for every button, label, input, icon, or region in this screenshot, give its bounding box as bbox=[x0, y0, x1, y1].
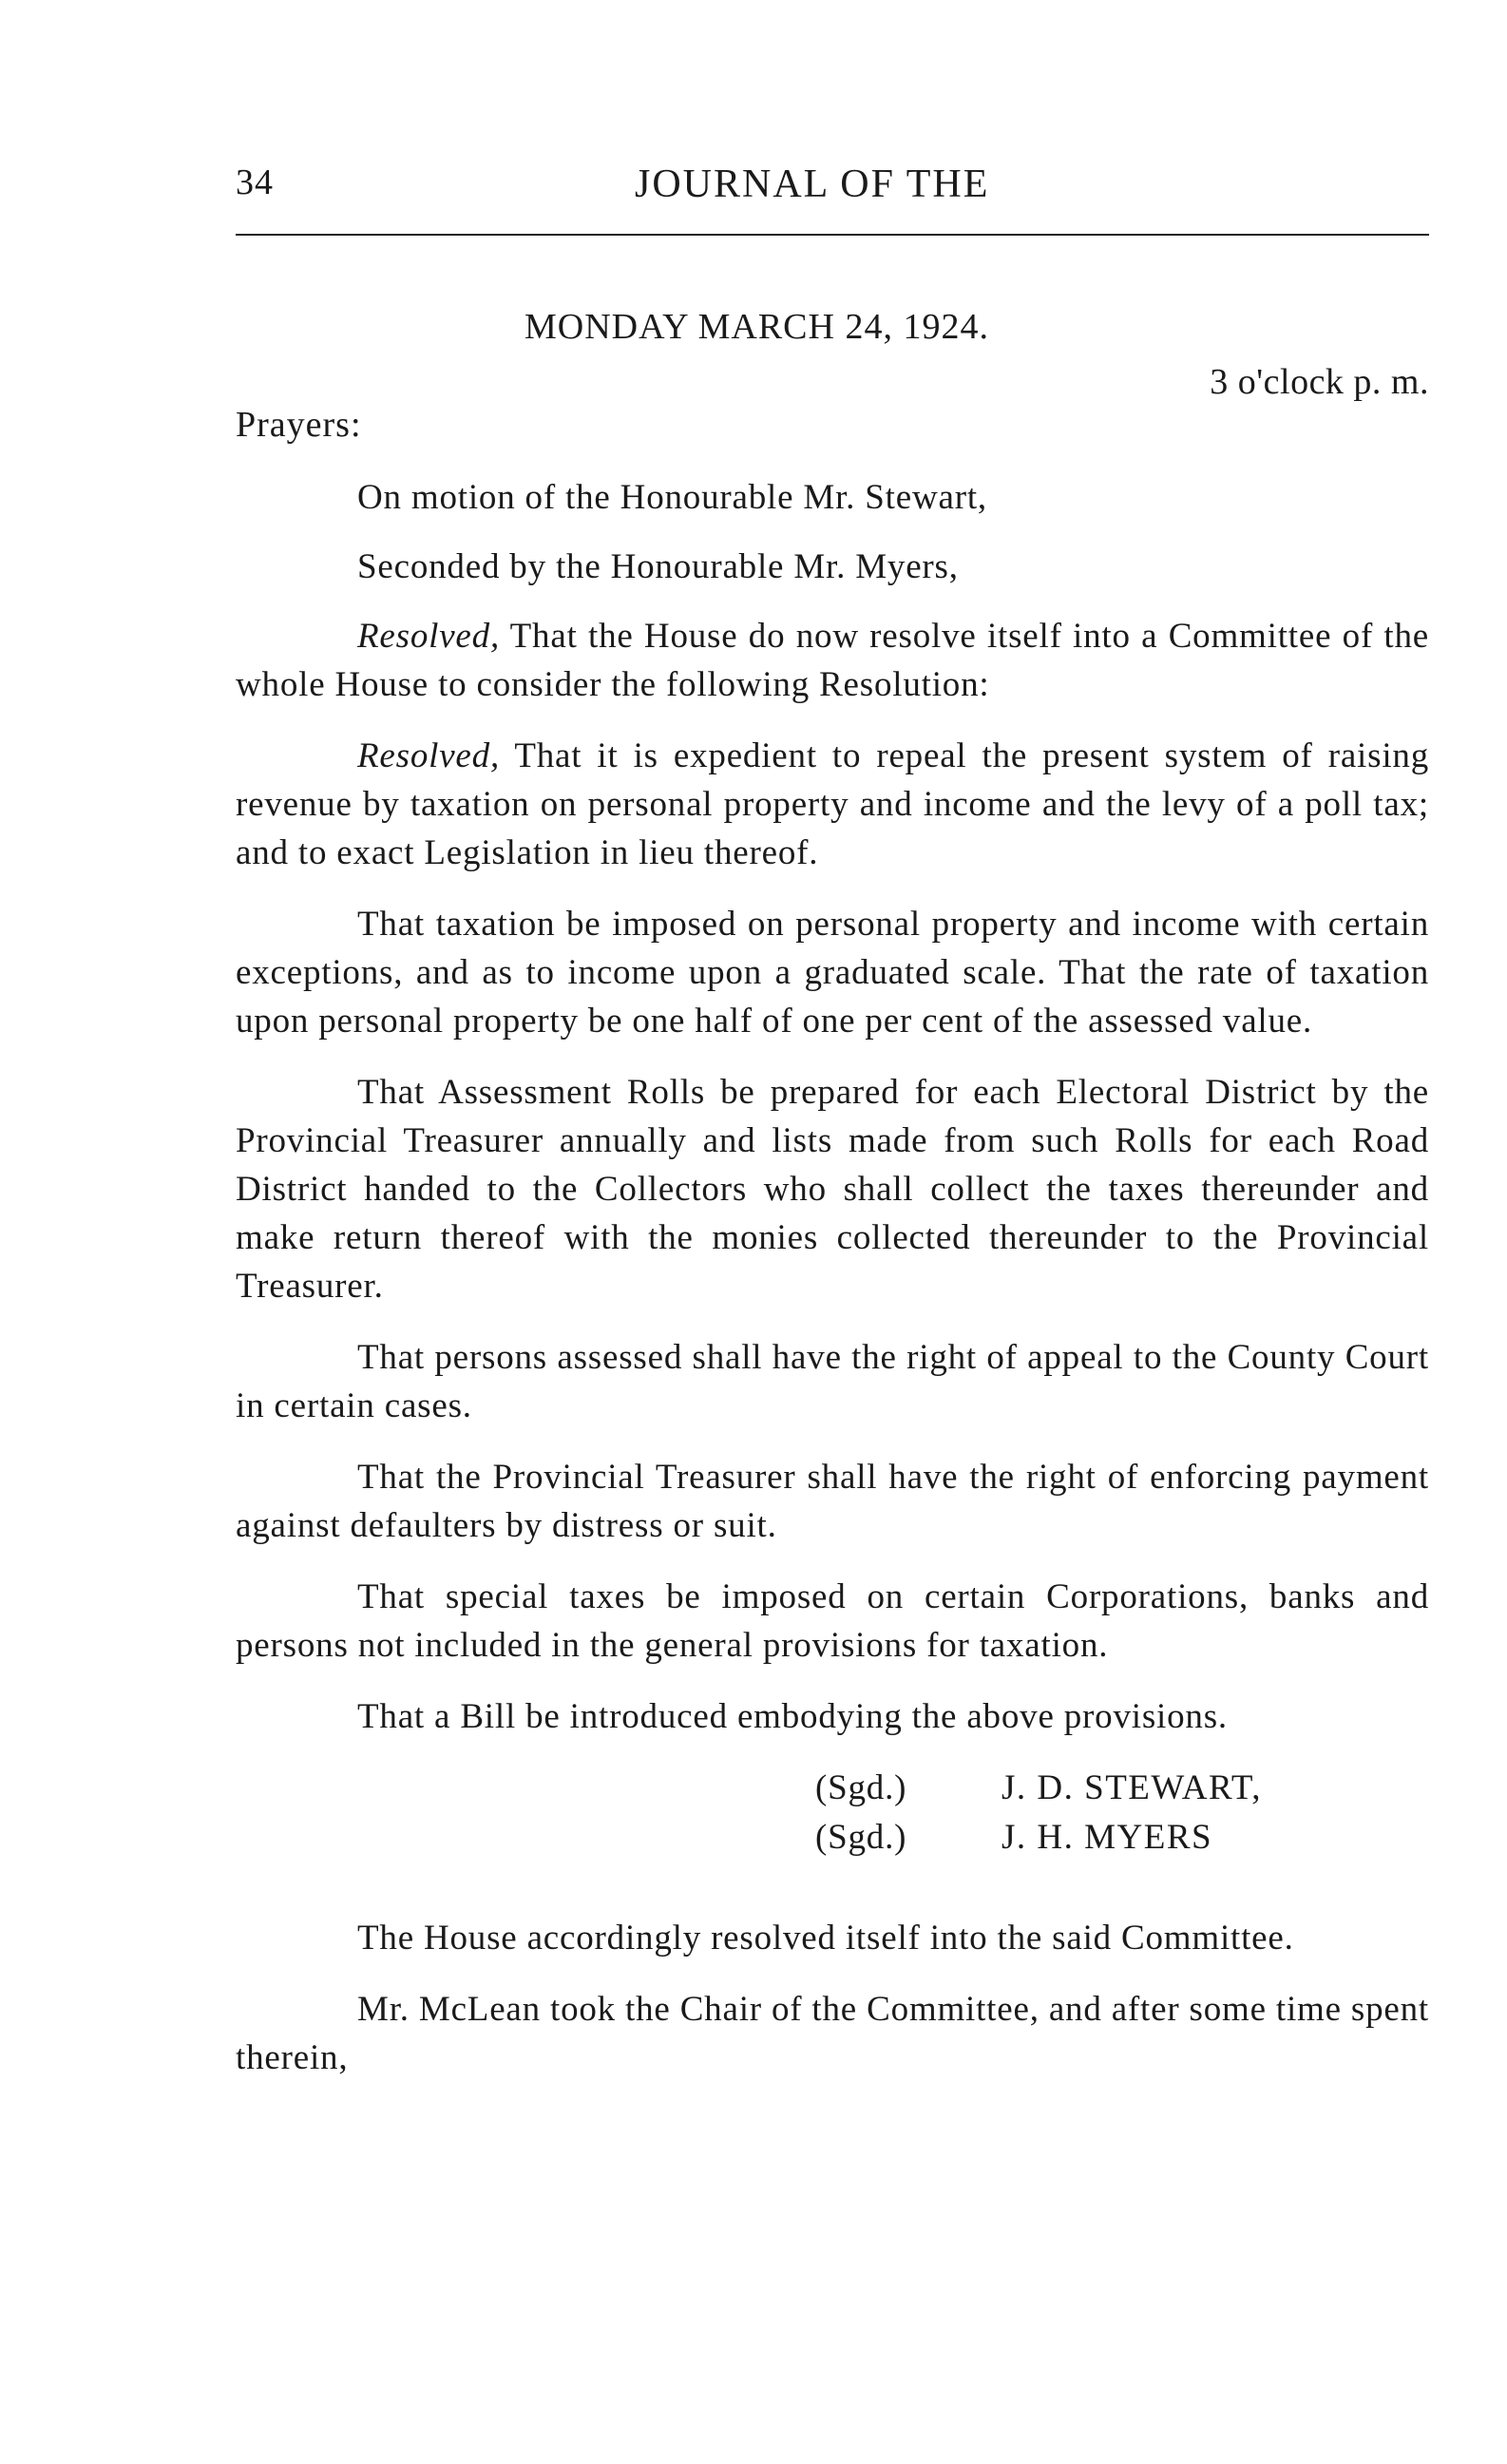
resolution-text: That the House do now resolve itself into a Committee of the whole House to consider the following Resolution: bbox=[236, 617, 1429, 704]
signatures bbox=[236, 1764, 1429, 1862]
page-number: 34 bbox=[236, 162, 274, 202]
resolution-paragraph-1 bbox=[236, 612, 1429, 709]
resolution-paragraph-2 bbox=[236, 732, 1429, 877]
appeal-paragraph: That persons assessed shall have the right of appeal to the County Court in certain cases. bbox=[236, 1338, 1429, 1425]
resolved-lead: Resolved, bbox=[357, 617, 500, 656]
motion-paragraph: On motion of the Honourable Mr. Stewart, bbox=[357, 478, 987, 517]
assessment-rolls-paragraph: That Assessment Rolls be prepared for each Electoral District by the Provincial Treasurer annually and lists made from such Rolls for each Road District handed to the Collectors who shall collect the taxes thereunder and make return thereof with the monies collected thereunder to the Provincial Treasurer. bbox=[236, 1073, 1429, 1306]
date-heading: MONDAY MARCH 24, 1924. bbox=[525, 307, 989, 347]
special-taxes-paragraph: That special taxes be imposed on certain Corporations, banks and persons not included in the general provisions for taxation. bbox=[236, 1577, 1429, 1665]
seconded-paragraph: Seconded by the Honourable Mr. Myers, bbox=[357, 547, 959, 586]
signed-mark: (Sgd.) bbox=[815, 1818, 907, 1857]
prayers-label: Prayers: bbox=[236, 405, 362, 445]
journal-body bbox=[236, 473, 1429, 2105]
enforcement-paragraph: That the Provincial Treasurer shall have the right of enforcing payment against defaulters by distress or suit. bbox=[236, 1458, 1429, 1545]
resolved-lead: Resolved, bbox=[357, 736, 500, 775]
taxation-paragraph: That taxation be imposed on personal property and income with certain exceptions, and as to income upon a graduated scale. That the rate of taxation upon personal property be one half of one per cent of the assessed value. bbox=[236, 905, 1429, 1041]
resolution-text: That it is expedient to repeal the present system of raising revenue by taxation on personal property and income and the levy of a poll tax; and to exact Legislation in lieu thereof. bbox=[236, 736, 1429, 872]
signatory-name: J. D. STEWART, bbox=[1001, 1768, 1263, 1807]
session-time: 3 o'clock p. m. bbox=[1210, 362, 1429, 402]
signatory-name: J. H. MYERS bbox=[1001, 1818, 1213, 1857]
journal-title: JOURNAL OF THE bbox=[635, 162, 990, 206]
signature-line bbox=[815, 1813, 1429, 1862]
bill-paragraph: That a Bill be introduced embodying the above provisions. bbox=[357, 1697, 1228, 1736]
header-rule bbox=[236, 234, 1429, 236]
committee-paragraph: The House accordingly resolved itself into the said Committee. bbox=[357, 1919, 1294, 1958]
running-head bbox=[236, 162, 1429, 219]
chair-paragraph: Mr. McLean took the Chair of the Committee, and after some time spent therein, bbox=[236, 1990, 1429, 2077]
signature-line bbox=[815, 1764, 1429, 1813]
signed-mark: (Sgd.) bbox=[815, 1768, 907, 1807]
